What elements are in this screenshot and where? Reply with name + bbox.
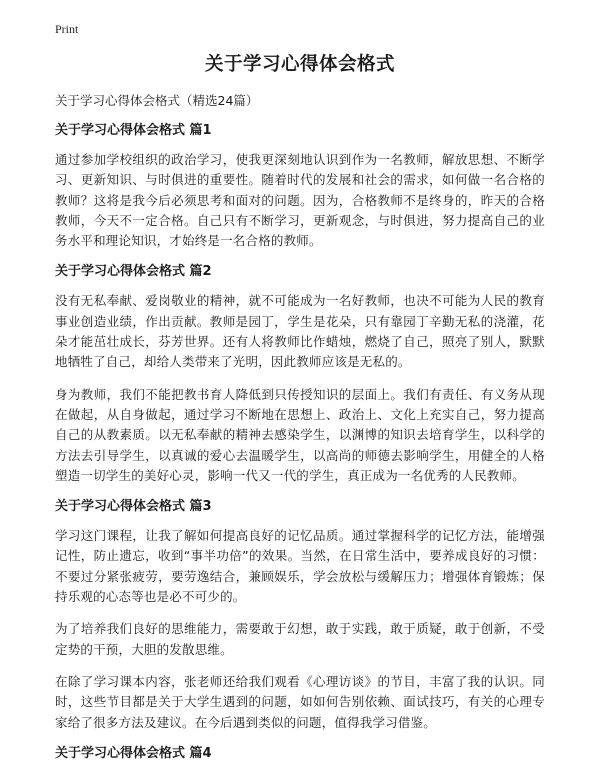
section-1-paragraph-1: 通过参加学校组织的政治学习，使我更深刻地认识到作为一名教师，解放思想、不断学习、更新知识、与时俱进的重要性。随着时代的发展和社会的需求，如何做一名合格的教师？这将是我今后必须思考和面对的问题。因为，合格教师不是终身的，昨天的合格教师，今天不一定合格。自己只有不断学习，更新观念，与时俱进，努力提高自己的业务水平和理论知识，才始终是一名合格的教师。 [55, 152, 545, 249]
section-heading-1: 关于学习心得体会格式 篇1 [55, 123, 212, 138]
print-link[interactable]: Print [55, 22, 79, 36]
section-2-paragraph-1: 没有无私奉献、爱岗敬业的精神，就不可能成为一名好教师，也决不可能为人民的教育事业创造业绩，作出贡献。教师是园丁，学生是花朵，只有靠园丁辛勤无私的浇灌，花朵才能茁壮成长，芬芳世界。还有人将教师比作蜡烛，燃烧了自己，照亮了别人，默默地牺牲了自己，却给人类带来了光明，因此教师应该是无私的。 [55, 293, 545, 370]
section-2-paragraph-2: 身为教师，我们不能把教书育人降低到只传授知识的层面上。我们有责任、有义务从现在做起，从自身做起，通过学习不断地在思想上、政治上、文化上充实自己，努力提高自己的从教素质。以无私奉献的精神去感染学生，以渊博的知识去培育学生，以科学的方法去引导学生，以真诚的爱心去温暖学生，以高尚的师德去影响学生，用健全的人格塑造一切学生的美好心灵，影响一代又一代的学生，真正成为一名优秀的人民教师。 [55, 386, 545, 483]
section-heading-2: 关于学习心得体会格式 篇2 [55, 264, 212, 280]
document-title: 关于学习心得体会格式 [204, 54, 395, 75]
section-3-paragraph-1: 学习这门课程，让我了解如何提高良好的记忆品质。通过掌握科学的记忆方法，能增强记性，防止遗忘，收到“事半功倍”的效果。当然，在日常生活中，要养成良好的习惯：不要过分紧张疲劳，要劳逸结合，兼顾娱乐，学会放松与缓解压力；增强体育锻炼；保持乐观的心态等也是必不可少的。 [55, 528, 545, 605]
section-3-paragraph-3: 在除了学习课本内容，张老师还给我们观看《心理访谈》的节目，丰富了我的认识。同时，这些节目都是关于大学生遇到的问题，如如何告别依赖、面试技巧，有关的心理专家给了很多方法及建议。在今后遇到类似的问题，值得我学习借鉴。 [55, 673, 545, 730]
document-page [55, 52, 545, 773]
section-heading-3: 关于学习心得体会格式 篇3 [55, 499, 212, 515]
section-heading-4: 关于学习心得体会格式 篇4 [55, 745, 212, 761]
document-subtitle: 关于学习心得体会格式（精选24篇） [55, 93, 259, 108]
section-3-paragraph-2: 为了培养我们良好的思维能力，需要敢于幻想，敢于实践，敢于质疑，敢于创新，不受定势的干预，大胆的发散思维。 [55, 621, 545, 657]
